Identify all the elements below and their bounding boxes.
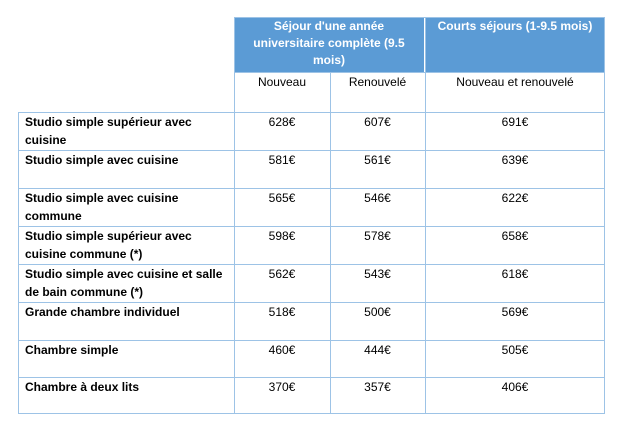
price-nouveau: 370€: [268, 380, 296, 394]
price-court-sejour: 691€: [501, 115, 529, 129]
price-renouvele: 546€: [364, 191, 391, 205]
price-nouveau: 565€: [268, 191, 296, 205]
price-court-sejour: 618€: [501, 267, 529, 281]
price-renouvele: 543€: [364, 267, 391, 281]
room-type-label: Studio simple avec cuisine commune: [25, 191, 179, 223]
room-type-label: Chambre simple: [25, 343, 119, 357]
room-type-label: Chambre à deux lits: [25, 380, 140, 394]
header-short-stay: Courts séjours (1-9.5 mois): [437, 19, 593, 33]
grid-line: [234, 17, 605, 18]
price-renouvele: 561€: [364, 153, 391, 167]
price-renouvele: 444€: [364, 343, 391, 357]
room-type-label: Studio simple supérieur avec cuisine commune (*): [25, 229, 192, 261]
price-renouvele: 607€: [364, 115, 391, 129]
price-nouveau: 562€: [268, 267, 296, 281]
price-renouvele: 578€: [364, 229, 391, 243]
price-court-sejour: 639€: [501, 153, 529, 167]
price-table: [18, 17, 605, 414]
price-nouveau: 581€: [268, 153, 296, 167]
subheader-renouvele: Renouvelé: [348, 75, 407, 89]
header-full-year: Séjour d'une année universitaire complète (9.5 mois): [253, 19, 405, 67]
room-type-label: Studio simple avec cuisine et salle de bain commune (*): [25, 267, 223, 299]
price-nouveau: 628€: [268, 115, 296, 129]
price-nouveau: 460€: [268, 343, 296, 357]
price-court-sejour: 569€: [501, 305, 529, 319]
subheader-nouveau-renouvele: Nouveau et renouvelé: [456, 75, 574, 89]
price-court-sejour: 622€: [501, 191, 529, 205]
price-renouvele: 357€: [364, 380, 391, 394]
price-court-sejour: 406€: [501, 380, 529, 394]
room-type-label: Grande chambre individuel: [25, 305, 180, 319]
grid-line: [18, 413, 605, 414]
room-type-label: Studio simple supérieur avec cuisine: [25, 115, 192, 147]
price-nouveau: 518€: [268, 305, 296, 319]
price-nouveau: 598€: [268, 229, 296, 243]
subheader-nouveau: Nouveau: [257, 75, 307, 89]
price-court-sejour: 505€: [501, 343, 529, 357]
price-renouvele: 500€: [364, 305, 391, 319]
price-court-sejour: 658€: [501, 229, 529, 243]
room-type-label: Studio simple avec cuisine: [25, 153, 179, 167]
grid-line: [234, 72, 605, 73]
